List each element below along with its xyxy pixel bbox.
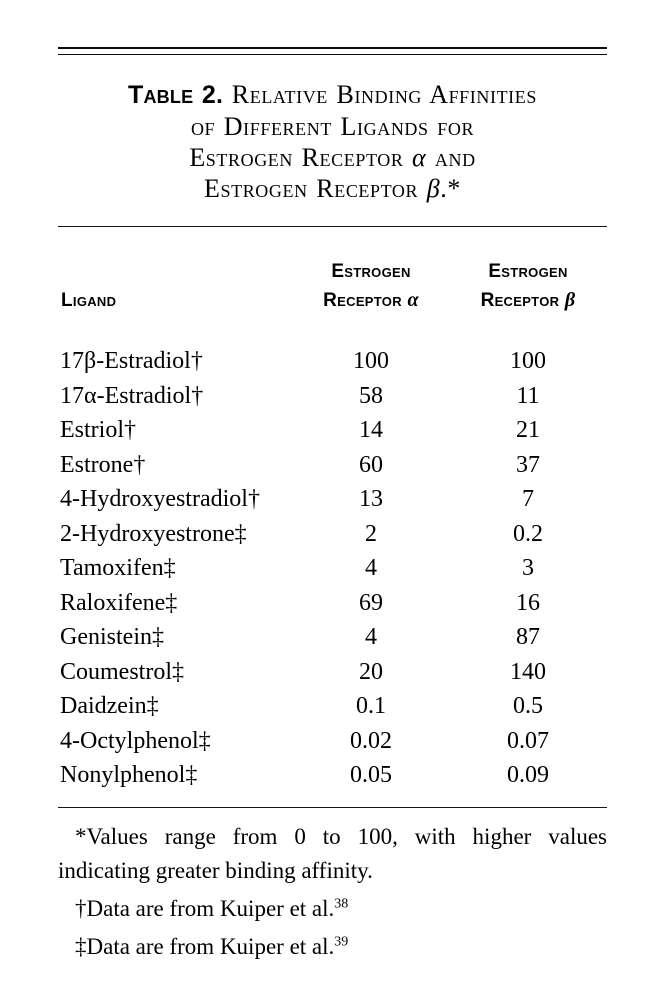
table-row [58,482,607,517]
title-text: Estrogen Receptor [204,174,427,203]
er-alpha-value: 0.1 [356,693,386,719]
ligand-cell: Estrone† [60,451,146,478]
er-beta-value: 100 [510,348,546,374]
table-row [58,517,607,552]
er-alpha-value: 20 [359,658,383,685]
header-line: Estrogen [488,261,568,282]
beta-symbol: β [564,289,576,311]
table-row [58,724,607,759]
table-row [58,758,607,793]
er-alpha-value: 14 [359,417,383,443]
header-line: Estrogen [331,261,411,282]
er-beta-value: 0.2 [513,520,543,547]
reference-39: 39 [334,933,349,949]
ligand-cell: Genistein‡ [60,624,164,650]
er-beta-value: 0.09 [507,762,549,788]
er-alpha-value: 2 [365,520,377,547]
column-header-er-alpha [293,257,449,315]
er-beta-value: 16 [516,589,540,616]
title-line-2: of Different Ligands for [190,112,475,141]
table-row [58,586,607,621]
footnotes [58,820,607,964]
table-row [58,344,607,379]
top-double-rule [58,47,607,55]
footnote-values-range: *Values range from 0 to 100, with higher values indicating greater binding affinity. [58,823,607,883]
ligand-cell: 2-Hydroxyestrone‡ [60,520,247,547]
table-row [58,620,607,655]
title-line-3 [58,142,607,173]
er-alpha-value: 0.05 [350,762,392,788]
table-row [58,413,607,448]
er-beta-value: 21 [516,417,540,443]
table-row [58,689,607,724]
table-row [58,655,607,690]
reference-38: 38 [334,895,349,911]
table-row [58,551,607,586]
ligand-cell: Raloxifene‡ [60,589,178,616]
ligand-cell: Coumestrol‡ [60,658,184,685]
er-alpha-value: 0.02 [350,727,392,754]
footnote-double-dagger: ‡Data are from Kuiper et al.$^{39}$ [75,933,349,959]
er-beta-value: 11 [516,382,540,409]
title-text: Relative Binding Affinities [231,80,537,109]
header-rule [58,226,607,227]
alpha-symbol: α [412,143,427,172]
title-line-4 [58,173,607,204]
er-alpha-value: 69 [359,589,383,616]
ligand-cell: Tamoxifen‡ [60,555,176,581]
table-number-label: Table 2. [128,81,224,109]
table-row [58,379,607,414]
ligand-cell: Daidzein‡ [60,693,159,719]
beta-symbol: β [426,174,441,203]
er-beta-value: 0.07 [507,727,549,754]
column-headers [58,257,607,315]
title-text: .* [440,174,461,203]
column-header-ligand: Ligand [61,290,117,311]
ligand-cell: Estriol† [60,417,136,443]
er-beta-value: 37 [516,451,540,478]
er-beta-value: 3 [522,555,534,581]
footnote-dagger: †Data are from Kuiper et al.$^{38}$ [75,895,349,921]
er-alpha-value: 60 [359,451,383,478]
er-beta-value: 0.5 [513,693,543,719]
table-title [58,79,607,204]
footer-rule [58,807,607,808]
er-alpha-value: 100 [353,348,389,374]
ligand-cell: 17α-Estradiol† [60,382,204,409]
er-alpha-value: 4 [365,624,377,650]
header-line: Receptor β [480,289,576,311]
er-beta-value: 7 [522,486,534,512]
ligand-cell: 4-Octylphenol‡ [60,727,211,754]
title-line-1 [58,79,607,111]
title-text: and [426,143,476,172]
ligand-cell: 17β-Estradiol† [60,348,203,374]
alpha-symbol: α [407,289,419,311]
header-line: Receptor α [323,289,419,311]
ligand-cell: 4-Hydroxyestradiol† [60,486,260,512]
er-beta-value: 87 [516,624,540,650]
er-beta-value: 140 [510,658,546,685]
er-alpha-value: 58 [359,382,383,409]
column-header-er-beta [449,257,607,315]
title-text: Estrogen Receptor [189,143,413,172]
table-body [58,344,607,793]
table-row [58,448,607,483]
er-alpha-value: 4 [365,555,377,581]
table-figure [58,47,607,964]
er-alpha-value: 13 [359,486,383,512]
ligand-cell: Nonylphenol‡ [60,762,198,788]
